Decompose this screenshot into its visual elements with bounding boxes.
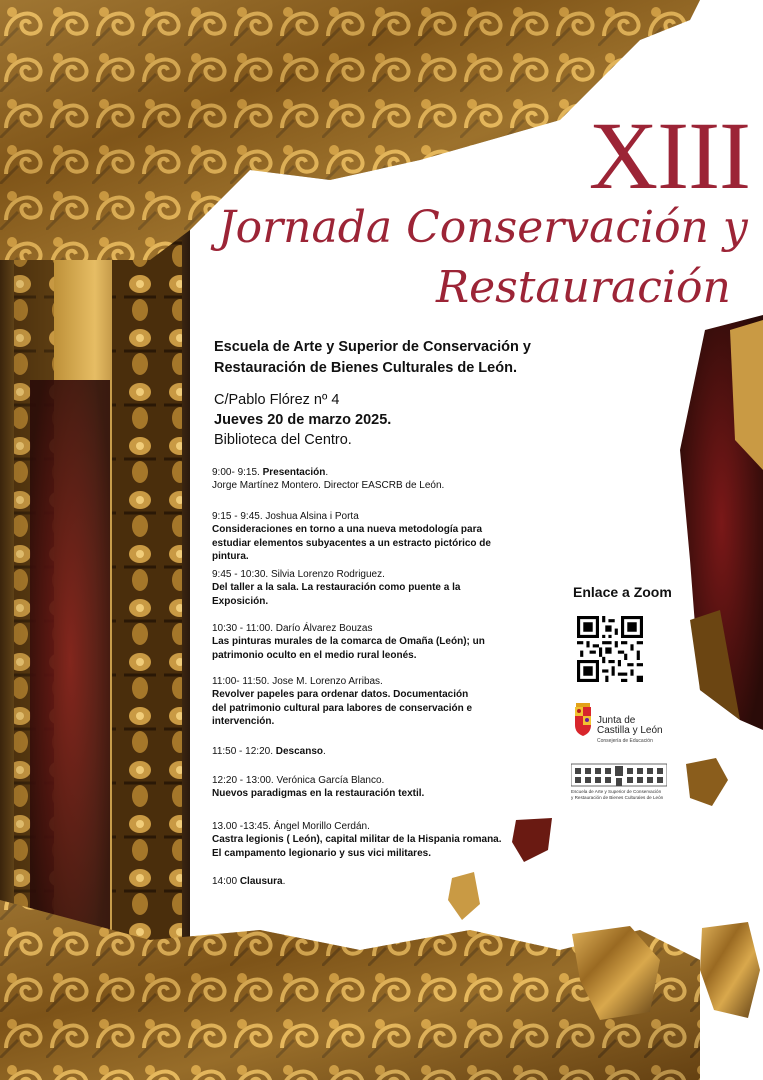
program-time: 10:30 - 11:00. bbox=[212, 623, 276, 634]
venue-address: C/Pablo Flórez nº 4 bbox=[214, 392, 340, 408]
program-talk-title: Las pinturas murales de la comarca de Omaña (León); un bbox=[212, 636, 485, 648]
program-item bbox=[212, 568, 512, 608]
program-talk-title: El campamento legionario y sus vici militares. bbox=[212, 847, 431, 859]
program-heading: Clausura bbox=[239, 876, 283, 887]
program-talk-title: del patrimonio cultural para labores de conservación e bbox=[212, 702, 473, 714]
jcyl-logo-text bbox=[597, 716, 663, 736]
program-talk-title: Revolver papeles para ordenar datos. Documentación bbox=[212, 689, 469, 701]
program-item bbox=[212, 774, 512, 801]
jcyl-line2: Castilla y León bbox=[597, 725, 663, 736]
program-talk-title: Nuevos paradigmas en la restauración textil. bbox=[212, 788, 425, 800]
event-title-line2: Restauración bbox=[436, 262, 731, 313]
program-item bbox=[212, 510, 512, 564]
program-time: 11:50 - 12:20. bbox=[212, 746, 276, 757]
edition-numeral: XIII bbox=[588, 102, 750, 209]
program-item bbox=[212, 875, 512, 888]
program-time: 11:00- 11:50. bbox=[212, 676, 273, 687]
program-talk-title: Del taller a la sala. La restauración como puente a la bbox=[212, 582, 461, 594]
program-heading: Descanso bbox=[275, 746, 323, 757]
jcyl-coat-of-arms-icon bbox=[572, 703, 594, 737]
event-date: Jueves 20 de marzo 2025. bbox=[214, 412, 392, 428]
program-detail: Jorge Martínez Montero. Director EASCRB de León. bbox=[212, 480, 445, 492]
program-time: 9:45 - 10:30. bbox=[212, 569, 271, 580]
program-item bbox=[212, 675, 512, 729]
program-item bbox=[212, 820, 532, 860]
program-heading: Presentación bbox=[262, 467, 326, 478]
organizer-school bbox=[214, 337, 564, 379]
school-building-icon bbox=[571, 762, 667, 788]
school-logo-line1: Escuela de Arte y Superior de Conservación bbox=[571, 789, 662, 794]
jcyl-subtitle: Consejería de Educación bbox=[597, 738, 653, 744]
program-heading-tail: . bbox=[325, 467, 329, 478]
program-heading-tail: . bbox=[323, 746, 326, 757]
event-title-line1: Jornada Conservación y bbox=[218, 202, 748, 253]
program-item bbox=[212, 745, 512, 758]
school-logo-line2: y Restauración de Bienes Culturales de León bbox=[571, 794, 664, 800]
program-item bbox=[212, 466, 512, 493]
program-talk-title: Castra legionis ( León), capital militar de la Hispania romana. bbox=[212, 834, 502, 846]
school-logo-text bbox=[571, 789, 701, 800]
school-line1: Escuela de Arte y Superior de Conservación y bbox=[214, 339, 531, 355]
jcyl-line1: Junta de bbox=[597, 715, 636, 726]
program-time: 12:20 - 13:00. bbox=[212, 775, 277, 786]
program-speaker: Jose M. Lorenzo Arribas. bbox=[272, 676, 383, 687]
program-speaker: Joshua Alsina i Porta bbox=[265, 511, 359, 522]
program-speaker: Verónica García Blanco. bbox=[276, 775, 385, 786]
program-speaker: Ángel Morillo Cerdán. bbox=[273, 821, 370, 832]
qr-code-icon[interactable] bbox=[577, 616, 643, 682]
zoom-link-label: Enlace a Zoom bbox=[573, 584, 672, 600]
school-line2: Restauración de Bienes Culturales de León. bbox=[214, 360, 517, 376]
program-time: 9:00- 9:15. bbox=[212, 467, 263, 478]
venue-block bbox=[214, 390, 391, 450]
program-speaker: Darío Álvarez Bouzas bbox=[275, 623, 373, 634]
program-talk-title: Exposición. bbox=[212, 595, 269, 607]
program-time: 9:15 - 9:45. bbox=[212, 511, 266, 522]
program-talk-title: intervención. bbox=[212, 716, 275, 728]
program-item bbox=[212, 622, 512, 662]
program-talk-title: patrimonio oculto en el medio rural leonés. bbox=[212, 649, 417, 661]
program-talk-title: pintura. bbox=[212, 551, 249, 563]
program-talk-title: estudiar elementos subyacentes a un estracto pictórico de bbox=[212, 537, 491, 549]
program-time: 13.00 -13:45. bbox=[212, 821, 274, 832]
program-speaker: Silvia Lorenzo Rodriguez. bbox=[270, 569, 385, 580]
program-heading-tail: . bbox=[282, 876, 286, 887]
program-time: 14:00 bbox=[212, 876, 240, 887]
program-talk-title: Consideraciones en torno a una nueva metodología para bbox=[212, 524, 483, 536]
venue-place: Biblioteca del Centro. bbox=[214, 432, 352, 448]
